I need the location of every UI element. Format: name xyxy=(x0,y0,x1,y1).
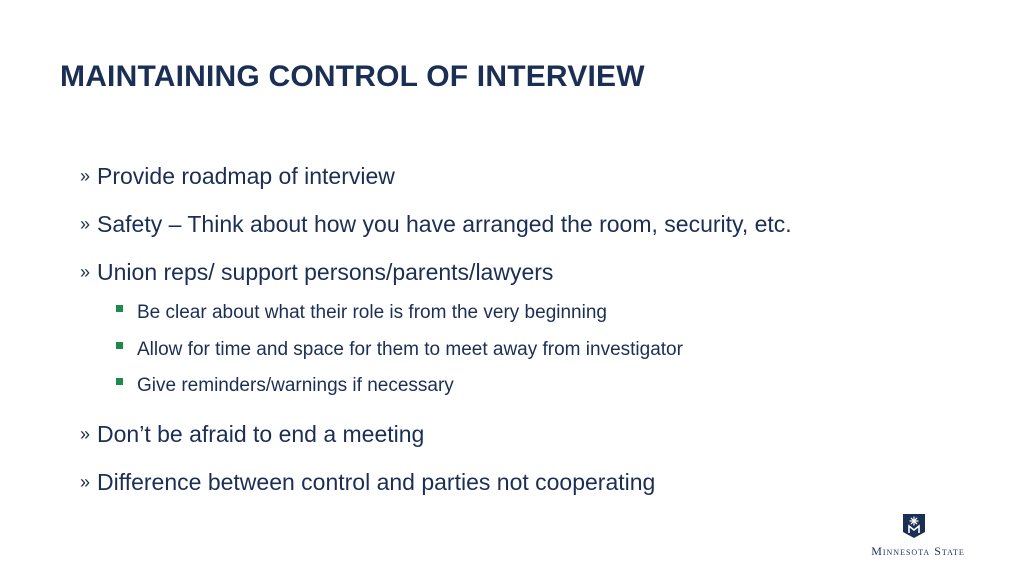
bullet-text: Provide roadmap of interview xyxy=(97,163,395,189)
bullet-text: Union reps/ support persons/parents/lawyers xyxy=(97,259,554,285)
bullet-marker: » xyxy=(80,262,91,282)
square-bullet-icon xyxy=(116,378,123,385)
bullet-item xyxy=(80,208,792,242)
bullet-text: Safety – Think about how you have arranged the room, security, etc. xyxy=(97,211,792,237)
sub-bullet-text: Be clear about what their role is from the very beginning xyxy=(137,302,607,323)
bullet-text: Difference between control and parties not cooperating xyxy=(97,469,656,495)
slide-title: MAINTAINING CONTROL OF INTERVIEW xyxy=(60,60,645,93)
bullet-marker: » xyxy=(80,424,91,444)
minnesota-state-star-emblem-icon xyxy=(903,514,925,538)
sub-bullet-item xyxy=(116,300,607,326)
sub-bullet-text: Allow for time and space for them to meet away from investigator xyxy=(137,339,683,360)
bullet-text: Don’t be afraid to end a meeting xyxy=(97,421,425,447)
sub-bullet-item xyxy=(116,373,454,399)
bullet-item xyxy=(80,466,655,500)
square-bullet-icon xyxy=(116,342,123,349)
bullet-item xyxy=(80,256,553,290)
bullet-marker: » xyxy=(80,166,91,186)
square-bullet-icon xyxy=(116,305,123,312)
bullet-marker: » xyxy=(80,214,91,234)
logo-wordmark: Minnesota State xyxy=(871,544,965,558)
bullet-item xyxy=(80,160,395,194)
bullet-item xyxy=(80,418,424,452)
bullet-marker: » xyxy=(80,472,91,492)
sub-bullet-item xyxy=(116,337,683,363)
minnesota-state-logo xyxy=(852,514,984,562)
sub-bullet-text: Give reminders/warnings if necessary xyxy=(137,375,454,396)
